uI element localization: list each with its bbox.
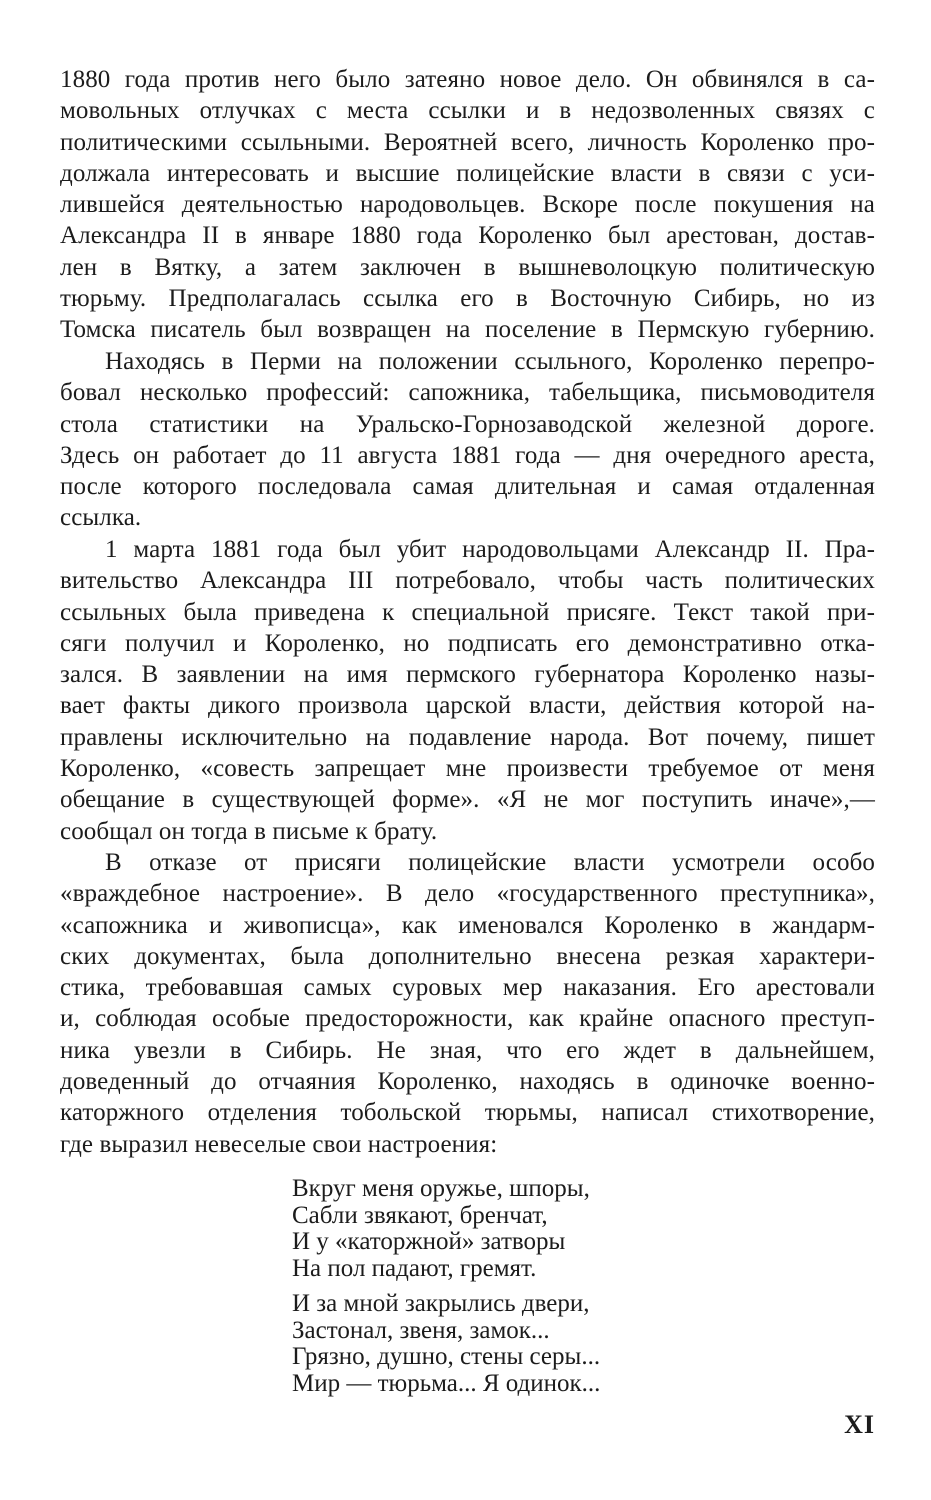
- text-line: ссыльных была приведена к специальной присяге. Текст такой при-: [60, 598, 875, 626]
- text-line: должала интересовать и высшие полицейские власти в связи с уси-: [60, 159, 875, 187]
- text-line: сяги получил и Короленко, но подписать его демонстративно отка-: [60, 629, 875, 657]
- text-line: Томска писатель был возвращен на поселение в Пермскую губернию.: [60, 316, 875, 344]
- poem-line: Мир — тюрьма... Я одинок...: [292, 1369, 601, 1397]
- poem-line: На пол падают, гремят.: [292, 1254, 537, 1282]
- text-line: 1 марта 1881 года был убит народовольцами Александр II. Пра-: [105, 536, 875, 563]
- paragraph-4: [60, 847, 875, 1160]
- text-line: правлены исключительно на подавление народа. Вот почему, пишет: [60, 723, 875, 751]
- text-line: 1880 года против него было затеяно новое дело. Он обвинялся в са-: [60, 66, 875, 93]
- paragraph-2: [60, 346, 875, 534]
- poem-line: Застонал, звеня, замок...: [292, 1316, 550, 1344]
- text-line: политическими ссыльными. Вероятней всего, личность Короленко про-: [60, 128, 875, 156]
- text-line: где выразил невеселые свои настроения:: [60, 1130, 498, 1158]
- text-line: Здесь он работает до 11 августа 1881 года — дня очередного ареста,: [60, 441, 875, 469]
- paragraph-3: [60, 534, 875, 847]
- text-line: «сапожника и живописца», как именовался Короленко в жандарм-: [60, 911, 875, 939]
- page-number: XI: [844, 1410, 875, 1439]
- text-line: ских документах, была дополнительно внесена резкая характери-: [60, 942, 875, 970]
- text-line: ника увезли в Сибирь. Не зная, что его ждет в дальнейшем,: [60, 1036, 875, 1064]
- text-line: бовал несколько профессий: сапожника, табельщика, письмоводителя: [60, 379, 875, 407]
- text-line: «враждебное настроение». В дело «государственного преступника»,: [60, 880, 875, 908]
- text-line: каторжного отделения тобольской тюрьмы, написал стихотворение,: [60, 1099, 875, 1127]
- text-line: В отказе от присяги полицейские власти усмотрели особо: [105, 849, 875, 876]
- poem-line: Грязно, душно, стены серы...: [292, 1343, 601, 1370]
- text-line: Александра II в январе 1880 года Короленко был арестован, достав-: [60, 222, 875, 250]
- text-line: лен в Вятку, а затем заключен в вышневолоцкую политическую: [60, 253, 875, 281]
- text-line: зался. В заявлении на имя пермского губернатора Короленко назы-: [60, 661, 875, 689]
- text-line: мовольных отлучках с места ссылки и в недозволенных связях с: [60, 97, 875, 125]
- text-line: Находясь в Перми на положении ссыльного, Короленко перепро-: [105, 348, 875, 375]
- text-line: тюрьму. Предполагалась ссылка его в Восточную Сибирь, но из: [60, 285, 875, 313]
- poem-stanza-2: [292, 1291, 600, 1397]
- poem-line: И за мной закрылись двери,: [292, 1290, 590, 1317]
- text-line: лившейся деятельностью народовольцев. Вскоре после покушения на: [60, 191, 875, 219]
- text-line: доведенный до отчаяния Короленко, находясь в одиночке военно-: [60, 1068, 875, 1096]
- text-line: стика, требовавшая самых суровых мер наказания. Его арестовали: [60, 974, 875, 1002]
- text-line: сообщал он тогда в письме к брату.: [60, 817, 438, 845]
- text-line: вает факты дикого произвола царской власти, действия которой на-: [60, 692, 875, 720]
- paragraph-1: [60, 64, 875, 346]
- text-line: стола статистики на Уральско-Горнозаводской железной дороге.: [60, 410, 875, 438]
- text-line: после которого последовала самая длительная и самая отдаленная: [60, 473, 875, 501]
- text-line: вительство Александра III потребовало, чтобы часть политических: [60, 567, 875, 595]
- text-line: и, соблюдая особые предосторожности, как крайне опасного преступ-: [60, 1005, 875, 1033]
- poem-line: Сабли звякают, бренчат,: [292, 1201, 548, 1229]
- poem-line: Вкруг меня оружье, шпоры,: [292, 1175, 590, 1202]
- poem-stanza-1: [292, 1176, 590, 1282]
- text-line: ссылка.: [60, 504, 142, 532]
- text-line: Короленко, «совесть запрещает мне произвести требуемое от меня: [60, 755, 875, 783]
- poem-line: И у «каторжной» затворы: [292, 1228, 566, 1255]
- text-line: обещание в существующей форме». «Я не мог поступить иначе»,—: [60, 786, 875, 814]
